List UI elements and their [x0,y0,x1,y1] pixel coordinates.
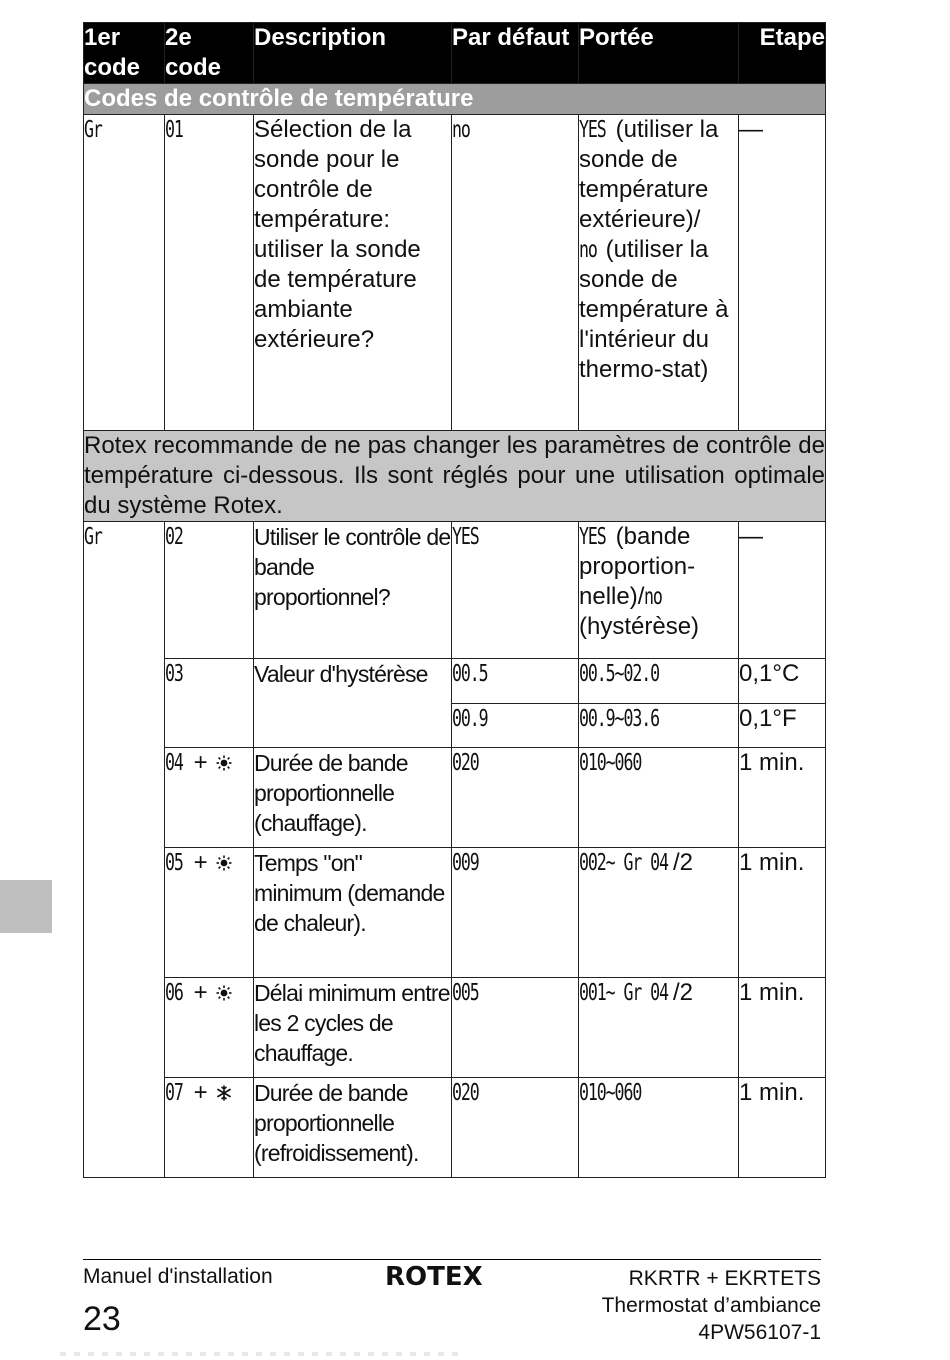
footer-manual-title: Manuel d'installation [83,1265,273,1288]
description-cell: Délai minimum entre les 2 cycles de chauffage. [254,978,452,1078]
segment-code: 00.5~02.0 [579,661,660,687]
scan-artifact [60,1352,460,1356]
range-cell [579,659,739,704]
range-text: (bande proportion-nelle)/ [579,523,696,610]
range-cell [579,115,739,431]
description-cell: Sélection de la sonde pour le contrôle de température: utiliser la sonde de température ambiante extérieure? [254,115,452,431]
footer-divider [83,1259,821,1260]
step-cell: — [739,115,826,431]
header-step: Etape [739,23,826,84]
parameter-table-wrapper [83,22,825,1178]
section-title: Codes de contrôle de température [84,84,826,115]
second-code-cell [165,978,254,1078]
segment-code: 06 [165,980,183,1006]
segment-code: 05 [165,850,183,876]
table-row [84,659,826,704]
plus-sign: + [193,1079,208,1106]
plus-sign: + [193,979,208,1006]
range-text: (utiliser la sonde de température extérieure)/ [579,116,719,233]
default-cell [452,115,579,431]
description-cell: Durée de bande proportionnelle (refroidissement). [254,1078,452,1178]
step-cell: 1 min. [739,1078,826,1178]
second-code-cell [165,748,254,848]
segment-code: 002~ Gr 04 [579,850,668,876]
table-header-row [84,23,826,84]
range-cell [579,1078,739,1178]
default-cell [452,1078,579,1178]
step-cell: — [739,522,826,659]
segment-code: 010~060 [579,1080,642,1106]
range-text: (utiliser la sonde de température à l'intérieur du thermo-stat) [579,236,729,383]
segment-code: 01 [165,117,183,143]
footer-doc-number: 4PW56107-1 [698,1321,821,1344]
description-cell: Valeur d'hystérèse [254,659,452,748]
range-suffix: /2 [673,849,694,876]
description-cell: Utiliser le contrôle de bande proportionnel? [254,522,452,659]
rotex-logo: ROTEX [385,1262,483,1292]
header-range: Portée [579,23,739,84]
second-code-cell [165,522,254,659]
step-cell: 0,1°C [739,659,826,704]
table-row [84,978,826,1078]
footer-product-info [602,1265,821,1346]
step-cell: 1 min. [739,748,826,848]
range-cell [579,748,739,848]
range-cell [579,704,739,748]
plus-sign: + [193,849,208,876]
table-row [84,748,826,848]
note-text: Rotex recommande de ne pas changer les paramètres de contrôle de température ci-dessous. Ils sont réglés pour une utilisation optimale du système Rotex. [84,431,826,522]
footer-model: RKRTR + EKRTETS [628,1267,821,1290]
range-cell [579,848,739,978]
header-description: Description [254,23,452,84]
default-cell [452,659,579,704]
segment-code: 005 [452,980,479,1006]
table-row [84,848,826,978]
second-code-cell [165,115,254,431]
heating-sun-icon [216,855,232,871]
range-suffix: /2 [673,979,694,1006]
segment-code: 020 [452,1080,479,1106]
description-cell: Temps "on" minimum (demande de chaleur). [254,848,452,978]
heating-sun-icon [216,985,232,1001]
segment-code: YES [579,524,606,550]
footer-product-name: Thermostat d’ambiance [601,1294,821,1317]
range-cell [579,978,739,1078]
header-first-code: 1er code [84,23,165,84]
segment-code: YES [452,524,479,550]
range-text: (hystérèse) [579,613,700,640]
default-cell [452,848,579,978]
segment-code: 020 [452,750,479,776]
segment-code: no [452,117,470,143]
segment-code: YES [579,117,606,143]
segment-code: Gr [84,524,102,550]
parameter-table [83,22,826,1178]
note-row [84,431,826,522]
table-row [84,1078,826,1178]
default-cell [452,522,579,659]
table-row [84,522,826,659]
range-cell [579,522,739,659]
header-default: Par défaut [452,23,579,84]
description-cell: Durée de bande proportionnelle (chauffage). [254,748,452,848]
second-code-cell [165,659,254,748]
side-thumb-tab [0,880,52,933]
header-second-code: 2e code [165,23,254,84]
segment-code: 04 [165,750,183,776]
second-code-cell [165,1078,254,1178]
page-number: 23 [83,1300,121,1338]
segment-code: 00.9~03.6 [579,706,660,732]
default-cell [452,704,579,748]
segment-code: no [579,237,597,263]
step-cell: 1 min. [739,848,826,978]
segment-code: 00.9 [452,706,488,732]
segment-code: 07 [165,1080,183,1106]
segment-code: 02 [165,524,183,550]
segment-code: 001~ Gr 04 [579,980,668,1006]
cooling-snowflake-icon [216,1085,232,1101]
second-code-cell [165,848,254,978]
plus-sign: + [193,749,208,776]
heating-sun-icon [216,755,232,771]
section-row [84,84,826,115]
table-row [84,115,826,431]
segment-code: no [644,584,663,610]
segment-code: 03 [165,661,183,687]
first-code-cell [84,522,165,1178]
step-cell: 1 min. [739,978,826,1078]
step-cell: 0,1°F [739,704,826,748]
segment-code: 009 [452,850,479,876]
first-code-cell [84,115,165,431]
segment-code: 010~060 [579,750,642,776]
segment-code: 00.5 [452,661,488,687]
segment-code: Gr [84,117,102,143]
default-cell [452,748,579,848]
default-cell [452,978,579,1078]
